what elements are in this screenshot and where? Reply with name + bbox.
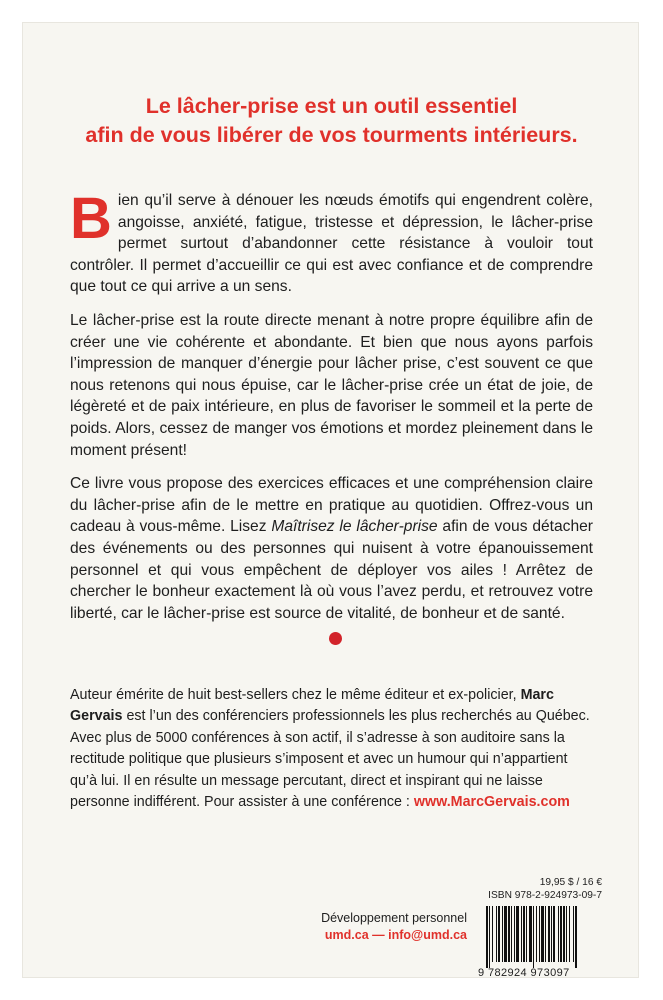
description-paragraph-2: Le lâcher-prise est la route directe menant à notre propre équilibre afin de créer une vie cohérente et abondante. Et bien que nous ayons parfois l’impression de manquer d’énergie pour lâcher prise, c’est souvent ce que nous retenons qui nous épuise, car le lâcher-prise crée un état de joie, de légèreté et de paix intérieure, en plus de favoriser le sommeil et la perte de poids. Alors, cessez de manger vos émotions et mordez pleinement dans le moment présent!	[70, 311, 593, 459]
barcode-bar	[569, 906, 570, 962]
paragraph-3-text-end: afin de vous détacher des événements ou des personnes qui nuisent à votre épanouissement personnel et qui vous empêchent de déployer vos ailes ! Arrêtez de chercher le bonheur exactement là où vous l’avez perdu, et retrouvez votre liberté, car le lâcher-prise est source de vitalité, de bonheur et de santé.	[70, 518, 593, 622]
drop-cap: B	[70, 186, 112, 251]
barcode-bar	[496, 906, 497, 962]
barcode-bar	[541, 906, 544, 962]
barcode-bar	[560, 906, 562, 962]
barcode-bar	[502, 906, 503, 962]
barcode-bar	[504, 906, 507, 962]
barcode-bar	[514, 906, 515, 962]
description	[70, 186, 593, 636]
tagline-line-1: Le lâcher-prise est un outil essentiel	[145, 94, 518, 118]
barcode-bar	[489, 906, 490, 968]
description-paragraph-3	[70, 473, 593, 624]
barcode-block	[478, 876, 602, 980]
paragraph-3-text-start: Ce livre vous propose des exercices efficaces et une compréhension claire du lâcher-prise afin de le mettre en pratique au quotidien. Offrez-vous un cadeau à vous-même. Lisez	[70, 475, 593, 536]
price: 19,95 $ / 16 €	[539, 877, 602, 888]
barcode-digits: 9 782924 973097	[478, 967, 570, 979]
barcode-bar	[575, 906, 577, 968]
author-bio-middle: est l’un des conférenciers professionnels les plus recherchés au Québec. Avec plus de 5000 conférences à son actif, il s’adresse à son auditoire sans la rectitude politique que plusieurs s’imposent et avec un humour qui n’appartient qu’à lui. Il en résulte un message percutant, direct et inspirant qui ne laisse personne indifférent. Pour assister à une conférence :	[70, 708, 590, 811]
barcode-bar	[536, 906, 537, 962]
description-paragraph-1	[70, 186, 593, 298]
barcode-bar	[553, 906, 555, 962]
publisher-category: Développement personnel	[321, 911, 467, 925]
barcode-bar	[492, 906, 493, 962]
barcode-icon	[478, 906, 602, 968]
paragraph-1-text: ien qu’il serve à dénouer les nœuds émotifs qui engendrent colère, angoisse, anxiété, fatigue, tristesse et dépression, le lâcher-prise permet surtout d’abandonner cette résistance à vouloir tout contrôler. Il permet d’accueillir ce qui est avec confiance et de comprendre que tout ce qui arrive a un sens.	[70, 192, 593, 296]
barcode-bar	[529, 906, 532, 962]
barcode-bar	[508, 906, 510, 962]
publisher-info	[321, 910, 467, 944]
separator-dot	[329, 632, 342, 645]
barcode-bar	[563, 906, 565, 962]
author-website-link[interactable]: www.MarcGervais.com	[413, 794, 570, 811]
barcode-bar	[573, 906, 574, 962]
barcode-bar	[548, 906, 550, 962]
barcode-bar	[526, 906, 527, 962]
author-bio	[70, 685, 593, 813]
barcode-bar	[558, 906, 559, 962]
barcode-bar	[516, 906, 519, 962]
barcode-bar	[539, 906, 540, 962]
barcode-bar	[511, 906, 512, 962]
barcode-bar	[551, 906, 552, 962]
publisher-contact: umd.ca — info@umd.ca	[324, 928, 467, 942]
barcode-bar	[533, 906, 534, 968]
tagline	[40, 92, 623, 150]
barcode-bar	[498, 906, 500, 962]
barcode-bar	[566, 906, 567, 962]
author-name: Marc Gervais	[70, 687, 554, 725]
barcode-bar	[521, 906, 522, 962]
barcode-bar	[486, 906, 488, 968]
barcode-bar	[523, 906, 525, 962]
tagline-line-2: afin de vous libérer de vos tourments intérieurs.	[85, 123, 578, 147]
isbn: ISBN 978-2-924973-09-7	[488, 890, 602, 901]
author-bio-start: Auteur émérite de huit best-sellers chez le même éditeur et ex-policier,	[70, 687, 521, 703]
book-title-italic: Maîtrisez le lâcher-prise	[271, 518, 438, 536]
barcode-bar	[545, 906, 546, 962]
